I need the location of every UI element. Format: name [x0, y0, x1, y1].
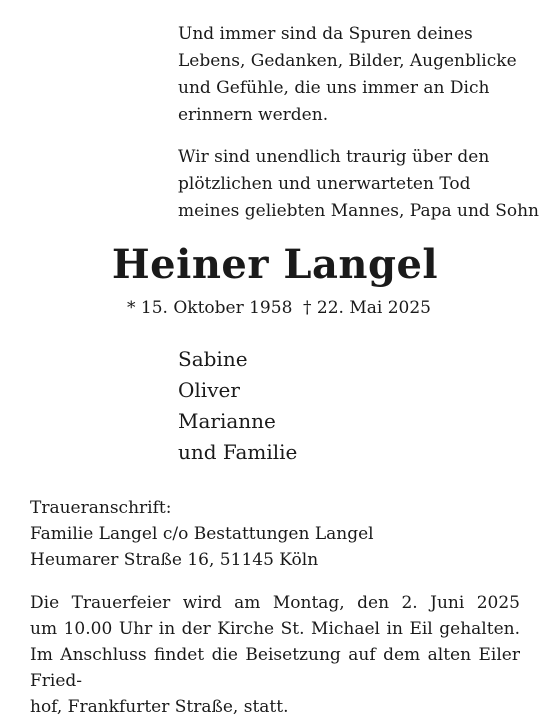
- address-line: Heumarer Straße 16, 51145 Köln: [30, 550, 319, 570]
- poem-line: meines geliebten Mannes, Papa und Sohn: [178, 201, 539, 221]
- poem-line: Wir sind unendlich traurig über den: [178, 147, 490, 167]
- mourner-name: Sabine: [178, 347, 248, 371]
- birth-date: * 15. Oktober 1958: [127, 298, 293, 318]
- poem-line: erinnern werden.: [178, 105, 329, 125]
- poem-verse-2: [178, 144, 539, 225]
- poem-line: plötzlichen und unerwarteten Tod: [178, 174, 471, 194]
- funeral-notice: [30, 590, 520, 720]
- mourner-name: und Familie: [178, 440, 298, 464]
- notice-line: um 10.00 Uhr in der Kirche St. Michael in Eil gehalten.: [30, 619, 520, 639]
- mourning-address: [30, 495, 374, 573]
- poem-verse-1: [178, 21, 518, 129]
- address-line: Familie Langel c/o Bestattungen Langel: [30, 524, 374, 544]
- notice-line: Die Trauerfeier wird am Montag, den 2. Juni 2025: [30, 593, 520, 613]
- notice-line: Im Anschluss findet die Beisetzung auf dem alten Eiler Fried-: [30, 645, 520, 691]
- address-line: Traueranschrift:: [30, 498, 172, 518]
- poem-line: Lebens, Gedanken, Bilder, Augenblicke: [178, 51, 517, 71]
- notice-line: hof, Frankfurter Straße, statt.: [30, 697, 289, 717]
- poem-line: und Gefühle, die uns immer an Dich: [178, 78, 490, 98]
- death-date: † 22. Mai 2025: [303, 298, 431, 318]
- mourner-name: Oliver: [178, 378, 240, 402]
- poem-line: Und immer sind da Spuren deines: [178, 24, 473, 44]
- deceased-name: Heiner Langel: [111, 241, 439, 288]
- mourner-name: Marianne: [178, 409, 276, 433]
- mourners-list: [178, 344, 297, 468]
